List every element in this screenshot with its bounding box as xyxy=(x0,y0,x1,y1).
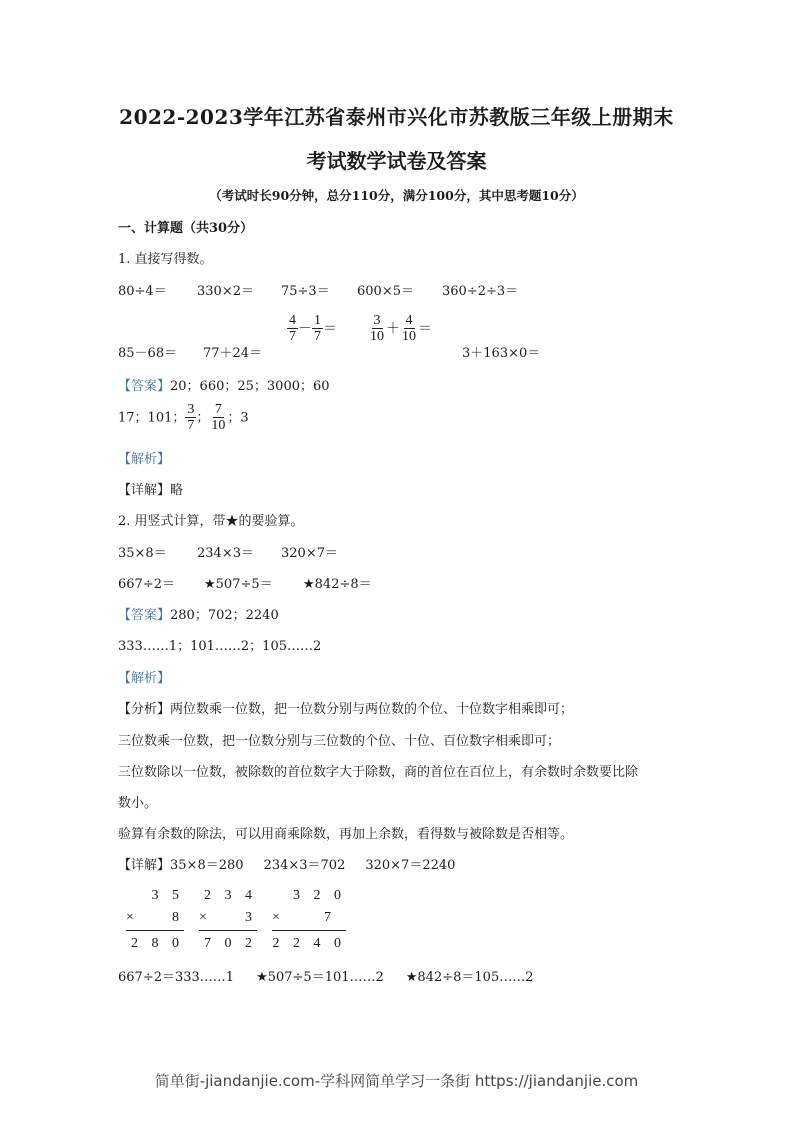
q2-analysis-line: 【分析】两位数乘一位数，把一位数分别与两位数的个位、十位数字相乘即可； xyxy=(118,702,574,717)
q1-item: 85－68＝ xyxy=(118,346,178,361)
q2-analysis-line: 三位数乘一位数，把一位数分别与三位数的个位、十位、百位数字相乘即可； xyxy=(118,734,561,749)
q1-item: 3＋163×0＝ xyxy=(462,346,541,361)
section-heading: 一、计算题（共30分） xyxy=(118,221,254,236)
q1-item: 600×5＝ xyxy=(357,284,414,299)
q1-item: 75÷3＝ xyxy=(281,284,330,299)
q2-detail: 【详解】35×8＝280 234×3＝702 320×7＝2240 xyxy=(118,858,456,873)
detail-label: 【详解】 xyxy=(118,483,171,498)
divider xyxy=(126,930,184,931)
answer-text: 20；660；25；3000；60 xyxy=(170,379,330,394)
detail-label: 【详解】 xyxy=(118,858,171,873)
answer-label: 【答案】 xyxy=(118,608,171,623)
q2-division-results: 667÷2＝333……1 ★507÷5＝101……2 ★842÷8＝105……2 xyxy=(118,970,534,985)
fraction: $\frac{3}{7}$ xyxy=(187,402,195,434)
q1-detail: 【详解】略 xyxy=(118,483,184,498)
fraction: $\frac{4}{10}$ xyxy=(402,313,416,345)
fraction: $\frac{3}{10}$ xyxy=(370,313,384,345)
q1-prompt: 1. 直接写得数。 xyxy=(118,252,213,267)
vertical-calculation: 2 3 4 × 3 7 0 2 xyxy=(199,888,257,951)
q1-answer-line2: 17；101； $\frac{3}{7}$ ； $\frac{7}{10}$ ；3 xyxy=(118,402,249,434)
q1-fraction-expression: $\frac{4}{7}$ － $\frac{1}{7}$ ＝ xyxy=(289,313,337,345)
fraction: $\frac{4}{7}$ xyxy=(289,313,296,345)
answer-label: 【答案】 xyxy=(118,379,171,394)
q1-item: 80÷4＝ xyxy=(118,284,167,299)
fraction: $\frac{7}{10}$ xyxy=(211,402,226,434)
vertical-calculation: 3 2 0 × 7 2 2 4 0 xyxy=(272,888,346,951)
q2-item: 320×7＝ xyxy=(281,546,338,561)
exam-info: （考试时长90分钟，总分110分，满分100分，其中思考题10分） xyxy=(209,188,584,203)
analysis-label: 【解析】 xyxy=(118,452,171,467)
q1-fraction-expression: $\frac{3}{10}$ ＋ $\frac{4}{10}$ ＝ xyxy=(370,313,432,345)
q1-item: 360÷2÷3＝ xyxy=(442,284,519,299)
q2-item: ★842÷8＝ xyxy=(303,577,372,592)
q1-item: 77＋24＝ xyxy=(203,346,263,361)
q2-analysis-line: 三位数除以一位数，被除数的首位数字大于除数，商的首位在百位上，有余数时余数要比除 xyxy=(118,765,639,780)
analysis-label: 【解析】 xyxy=(118,671,171,686)
analysis-sub-label: 【分析】 xyxy=(118,702,171,717)
q1-answer xyxy=(118,375,330,394)
q2-item: ★507÷5＝ xyxy=(204,577,273,592)
q2-prompt: 2. 用竖式计算，带★的要验算。 xyxy=(118,514,304,529)
divider xyxy=(272,930,346,931)
footer-watermark: 简单街-jiandanjie.com-学科网简单学习一条街 https://jiandanjie.com xyxy=(154,1072,639,1090)
q2-item: 234×3＝ xyxy=(197,546,254,561)
vertical-calculation: 3 5 × 8 2 8 0 xyxy=(126,888,184,951)
q1-item: 330×2＝ xyxy=(197,284,254,299)
page-title-line1: 2022-2023学年江苏省泰州市兴化市苏教版三年级上册期末 xyxy=(119,105,674,129)
fraction: $\frac{1}{7}$ xyxy=(314,313,321,345)
q2-answer: 【答案】280；702；2240 xyxy=(118,608,279,623)
page-title-line2: 考试数学试卷及答案 xyxy=(306,149,487,173)
q2-item: 667÷2＝ xyxy=(118,577,175,592)
q2-answer-line2: 333……1；101……2；105……2 xyxy=(118,639,322,654)
q2-analysis-line: 数小。 xyxy=(118,796,158,811)
divider xyxy=(199,930,257,931)
q2-item: 35×8＝ xyxy=(118,546,167,561)
q2-analysis-line: 验算有余数的除法，可以用商乘除数，再加上余数，看得数与被除数是否相等。 xyxy=(118,827,574,842)
